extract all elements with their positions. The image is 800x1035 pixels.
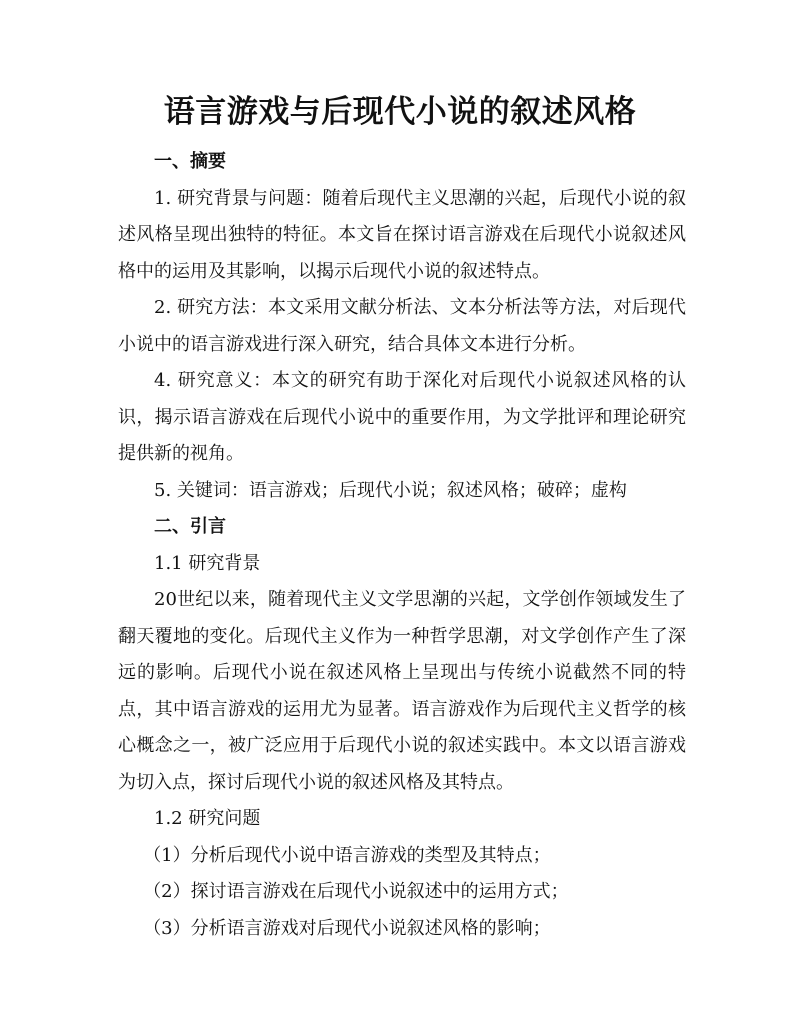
document-body xyxy=(118,144,686,947)
research-question-3: （3）分析语言游戏对后现代小说叙述风格的影响； xyxy=(143,917,551,939)
abstract-paragraph-1: 1. 研究背景与问题：随着后现代主义思潮的兴起，后现代小说的叙述风格呈现出独特的特征。本文旨在探讨语言游戏在后现代小说叙述风格中的运用及其影响，以揭示后现代小说的叙述特点。 xyxy=(118,187,686,282)
introduction-heading: 二、引言 xyxy=(154,516,226,537)
abstract-keywords: 5. 关键词：语言游戏；后现代小说；叙述风格；破碎；虚构 xyxy=(154,479,627,501)
section-1-1-body: 20世纪以来，随着现代主义文学思潮的兴起，文学创作领域发生了翻天覆地的变化。后现代主义作为一种哲学思潮，对文学创作产生了深远的影响。后现代小说在叙述风格上呈现出与传统小说截然不同的特点，其中语言游戏的运用尤为显著。语言游戏作为后现代主义哲学的核心概念之一，被广泛应用于后现代小说的叙述实践中。本文以语言游戏为切入点，探讨后现代小说的叙述风格及其特点。 xyxy=(118,589,686,793)
abstract-heading: 一、摘要 xyxy=(154,151,226,172)
section-1-1-heading: 1.1 研究背景 xyxy=(154,552,261,574)
document-title: 语言游戏与后现代小说的叙述风格 xyxy=(163,94,637,130)
section-1-2-heading: 1.2 研究问题 xyxy=(154,808,261,829)
abstract-paragraph-2: 2. 研究方法：本文采用文献分析法、文本分析法等方法，对后现代小说中的语言游戏进行深入研究，结合具体文本进行分析。 xyxy=(118,297,686,355)
research-question-1: （1）分析后现代小说中语言游戏的类型及其特点； xyxy=(143,844,551,866)
research-question-2: （2）探讨语言游戏在后现代小说叙述中的运用方式； xyxy=(143,881,569,902)
abstract-paragraph-4: 4. 研究意义：本文的研究有助于深化对后现代小说叙述风格的认识，揭示语言游戏在后现代小说中的重要作用，为文学批评和理论研究提供新的视角。 xyxy=(118,370,686,464)
